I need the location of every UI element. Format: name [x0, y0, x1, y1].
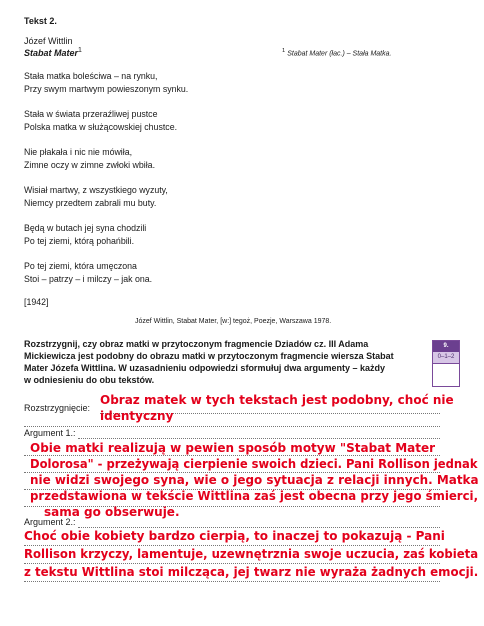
- poem-line: Niemcy przedtem zabrali mu buty.: [24, 198, 157, 208]
- argument1-label: Argument 1.:: [24, 428, 76, 438]
- poem-author: Józef Wittlin: [24, 36, 73, 46]
- handwritten-argument2: Choć obie kobiety bardzo cierpią, to inaczej to pokazują - Pani: [24, 529, 445, 543]
- task-line: Mickiewicza jest podobny do obrazu matki w przytoczonym fragmencie wiersza Stabat: [24, 351, 394, 361]
- handwritten-argument1: nie widzi swojego syna, wie o jego sytuacja z relacji innych. Matka: [30, 473, 479, 487]
- score-blank: [433, 363, 459, 386]
- poem-line: Zimne oczy w zimne zwłoki wbiła.: [24, 160, 156, 170]
- handwritten-argument2: z tekstu Wittlina stoi milcząca, jej twarz nie wyraża żadnych emocji.: [24, 565, 479, 579]
- poem-line: Wisiał martwy, z wszystkiego wyzuty,: [24, 185, 168, 195]
- poem-line: Po tej ziemi, którą pohańbili.: [24, 236, 135, 246]
- source-citation: Józef Wittlin, Stabat Mater, [w:] tegoż, Poezje, Warszawa 1978.: [135, 318, 332, 325]
- handwritten-argument1: przedstawiona w tekście Wittlina zaś jest obecna przy jego śmierci,: [30, 489, 479, 503]
- poem-line: Stała matka boleściwa – na rynku,: [24, 71, 158, 81]
- poem-line: Stoi – patrzy – i milczy – jak ona.: [24, 274, 153, 284]
- section-heading: Tekst 2.: [24, 16, 57, 26]
- poem-title: [24, 46, 82, 59]
- handwritten-argument2: Rollison krzyczy, lamentuje, uzewnętrznia swoje uczucia, zaś kobieta: [24, 547, 479, 561]
- poem-line: Po tej ziemi, która umęczona: [24, 261, 137, 271]
- poem-title-text: Stabat Mater: [24, 48, 79, 58]
- footnote-text: Stabat Mater (łac.) – Stała Matka.: [287, 50, 392, 58]
- task-number: 9.: [433, 341, 459, 352]
- answer-line: [78, 438, 440, 439]
- poem-line: Polska matka w służącowskiej chustce.: [24, 122, 178, 132]
- poem-line: Stała w świata przeraźliwej pustce: [24, 109, 158, 119]
- answer-line: [24, 426, 440, 427]
- task-line: Mater Józefa Wittlina. W uzasadnieniu odpowiedzi sformułuj dwa argumenty – każdy: [24, 363, 385, 373]
- answer-line: [24, 581, 440, 582]
- footnote-ref: 1: [78, 47, 82, 54]
- footnote-mark: 1: [282, 48, 286, 54]
- poem-year: [1942]: [24, 297, 49, 307]
- score-range: 0–1–2: [433, 352, 459, 363]
- task-line: Rozstrzygnij, czy obraz matki w przytoczonym fragmencie Dziadów cz. III Adama: [24, 339, 369, 349]
- handwritten-resolution: identyczny: [100, 409, 174, 423]
- handwritten-argument1: Dolorosa" - przeżywają cierpienie swoich dzieci. Pani Rollison jednak: [30, 457, 478, 471]
- handwritten-argument1: Obie matki realizują w pewien sposób motyw "Stabat Mater: [30, 441, 436, 455]
- task-line: w odniesieniu do obu tekstów.: [24, 375, 155, 385]
- handwritten-argument1: sama go obserwuje.: [44, 505, 180, 519]
- poem-line: Przy swym martwym powieszonym synku.: [24, 84, 189, 94]
- score-box: [432, 340, 460, 387]
- poem-line: Będą w butach jej syna chodzili: [24, 223, 147, 233]
- resolution-label: Rozstrzygnięcie:: [24, 403, 91, 413]
- argument2-label: Argument 2.:: [24, 517, 76, 527]
- poem-line: Nie płakała i nic nie mówiła,: [24, 147, 133, 157]
- handwritten-resolution: Obraz matek w tych tekstach jest podobny, choć nie: [100, 393, 454, 407]
- footnote: [282, 47, 391, 58]
